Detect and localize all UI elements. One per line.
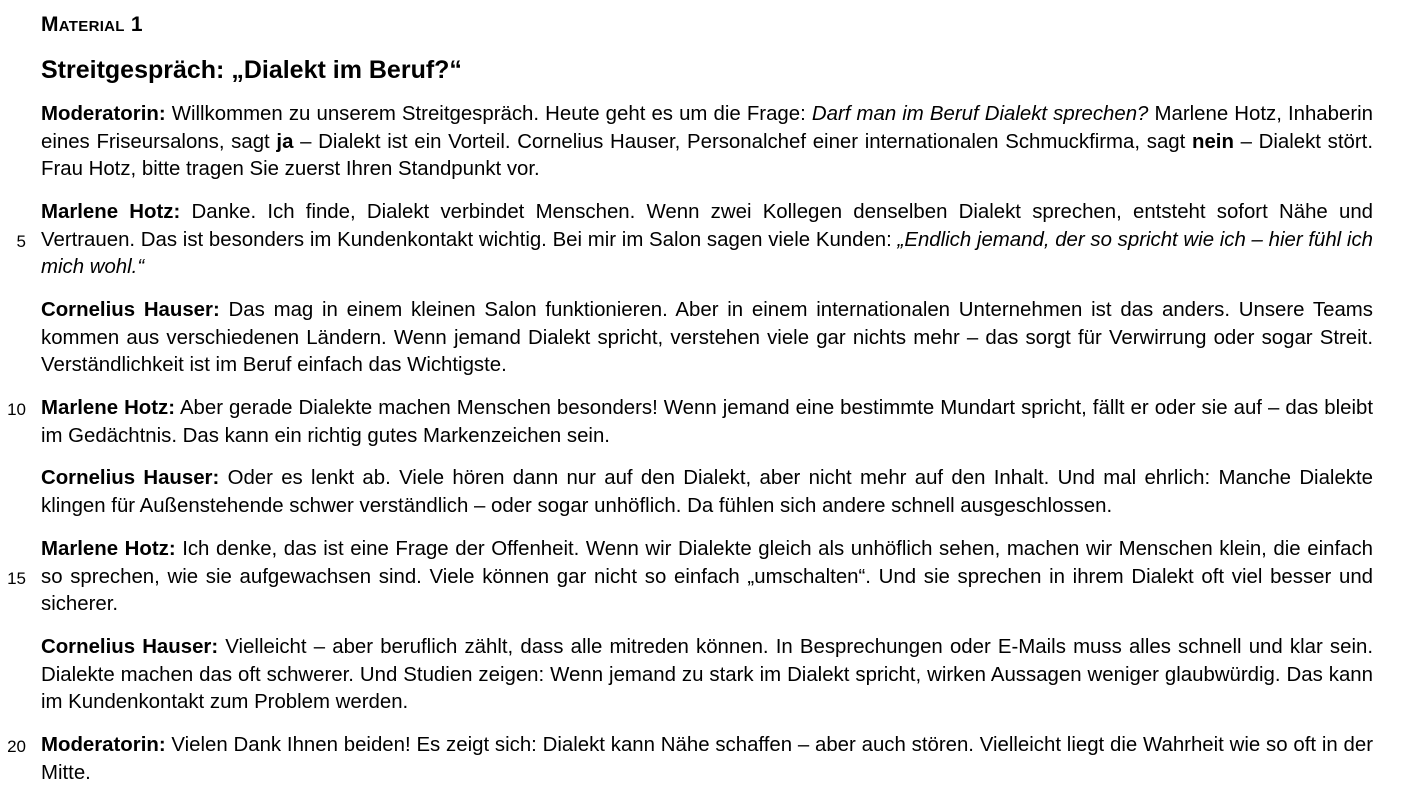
paragraph-text: – Dialekt stört. Frau Hotz, bitte tragen Sie zuerst Ihren Standpunkt vor. [41,130,1373,180]
paragraph-text: Vielen Dank Ihnen beiden! Es zeigt sich: Dialekt kann Nähe schaffen – aber auch stören. Vielleicht liegt die Wahrheit wie so oft in der Mitte. [41,734,1373,784]
paragraph-hauser-2 [41,465,1373,520]
line-number: 5 [16,232,26,251]
paragraph-text: Aber gerade Dialekte machen Menschen besonders! Wenn jemand eine bestimmte Mundart spricht, fällt er oder sie auf – das bleibt im Gedächtnis. Das kann ein richtig gutes Markenzeichen sein. [41,397,1373,447]
debate-question: Darf man im Beruf Dialekt sprechen? [811,103,1149,125]
paragraph-text: – Dialekt ist ein Vorteil. Cornelius Hauser, Personalchef einer internationalen Schmuckfirma, sagt [293,130,1192,153]
paragraph-text: Willkommen zu unserem Streitgespräch. Heute geht es um die Frage: [165,103,812,125]
paragraph-hotz-3 [41,536,1373,619]
speaker-label: Cornelius Hauser: [41,299,220,321]
paragraph-hotz-1 [41,199,1373,282]
speaker-label: Cornelius Hauser: [41,636,219,658]
paragraph-text: Vielleicht – aber beruflich zählt, dass alle mitreden können. In Besprechungen oder E-Mails muss alles schnell und klar sein. Dialekte machen das oft schwerer. Und Studien zeigen: Wenn jemand zu stark im Dialekt spricht, wirken Aussagen weniger glaubwürdig. Das kann im Kundenkontakt zum Problem werden. [41,636,1373,713]
speaker-label: Marlene Hotz: [41,201,181,223]
paragraph-hotz-2 [41,395,1373,450]
paragraph-text: Oder es lenkt ab. Viele hören dann nur auf den Dialekt, aber nicht mehr auf den Inhalt. Und mal ehrlich: Manche Dialekte klingen für Außenstehende schwer verständlich – oder sogar unhöflich. Da fühlen sich andere schnell ausgeschlossen. [41,467,1373,517]
speaker-label: Moderatorin: [41,734,166,756]
position-no: nein [1191,130,1234,153]
paragraph-text: Ich denke, das ist eine Frage der Offenheit. Wenn wir Dialekte gleich als unhöflich sehen, machen wir Menschen klein, die einfach so sprechen, wie sie aufgewachsen sind. Viele können gar nicht so einfach „umschalten“. Und sie sprechen in ihrem Dialekt oft viel besser und sicherer. [41,538,1373,615]
speaker-label: Moderatorin: [41,103,166,125]
paragraph-moderator-closing [41,732,1373,787]
paragraph-text: Das mag in einem kleinen Salon funktionieren. Aber in einem internationalen Unternehmen ist das anders. Unsere Teams kommen aus verschiedenen Ländern. Wenn jemand Dialekt spricht, verstehen viele gar nichts mehr – das sorgt für Verwirrung oder sogar Streit. Verständlichkeit ist im Beruf einfach das Wichtigste. [41,299,1373,376]
paragraph-text: Danke. Ich finde, Dialekt verbindet Menschen. Wenn zwei Kollegen denselben Dialekt sprechen, entsteht sofort Nähe und Vertrauen. Das ist besonders im Kundenkontakt wichtig. Bei mir im Salon sagen viele Kunden: [41,201,1374,251]
line-number: 20 [7,737,26,756]
line-number: 15 [7,569,26,588]
paragraph-hauser-3 [41,634,1373,717]
speaker-label: Marlene Hotz: [41,538,176,560]
document-title: Streitgespräch: „Dialekt im Beruf?“ [41,56,462,84]
customer-quote: „Endlich jemand, der so spricht wie ich – hier fühl ich mich wohl.“ [41,228,1373,278]
paragraph-moderator-intro [41,101,1373,184]
speaker-label: Cornelius Hauser: [41,467,220,489]
line-number: 10 [7,400,26,419]
paragraph-hauser-1 [41,297,1373,380]
paragraph-text: Marlene Hotz, Inhaberin eines Friseursalons, sagt [41,103,1373,153]
speaker-label: Marlene Hotz: [41,397,176,419]
position-yes: ja [276,130,294,153]
material-label: Material 1 [41,13,143,36]
